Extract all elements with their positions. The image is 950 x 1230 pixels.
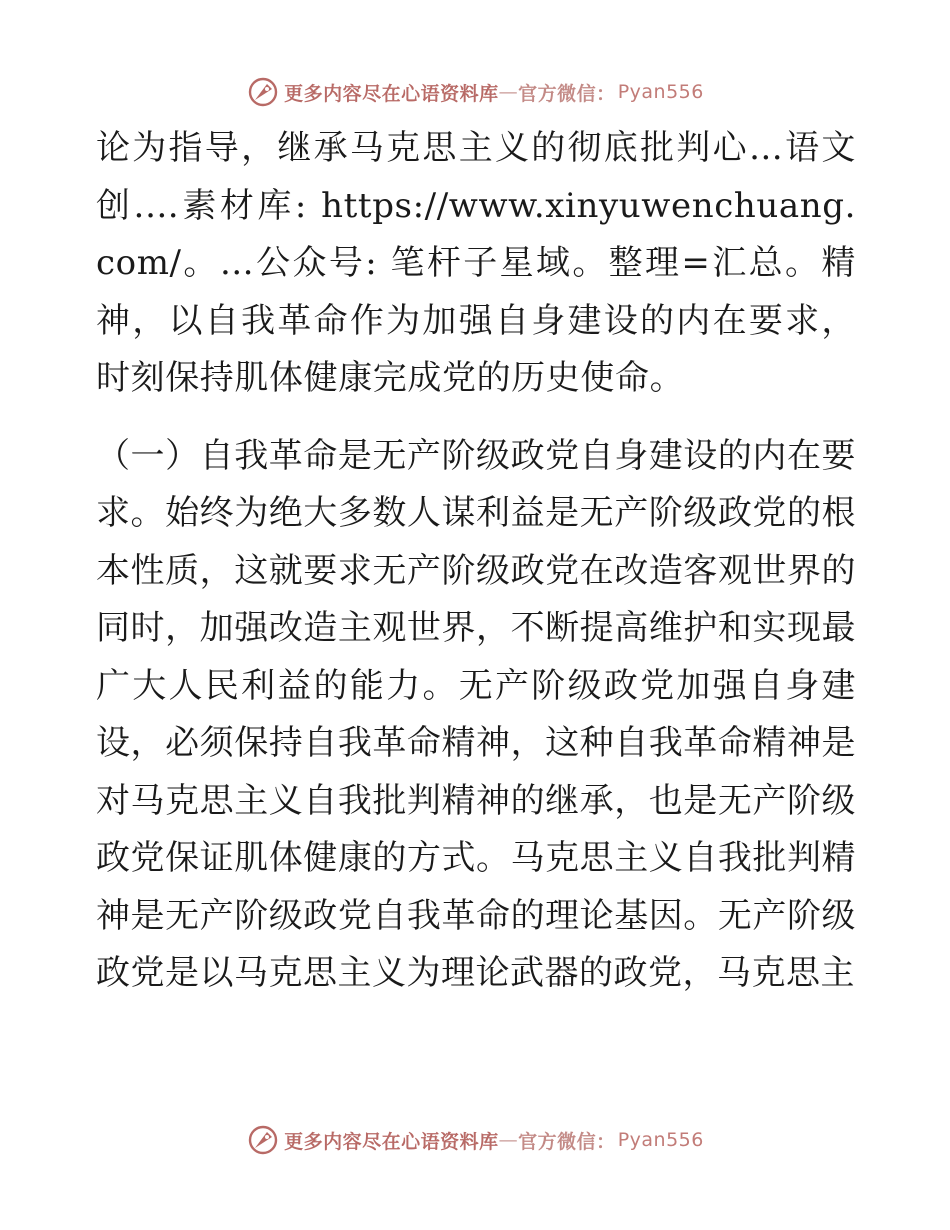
footer-watermark — [0, 1120, 950, 1160]
pen-nib-logo-icon — [246, 1123, 280, 1157]
paragraph-2: （一）自我革命是无产阶级政党自身建设的内在要求。始终为绝大多数人谋利益是无产阶级政党的根本性质，这就要求无产阶级政党在改造客观世界的同时，加强改造主观世界，不断提高维护和实现最广大人民利益的能力。无产阶级政党加强自身建设，必须保持自我革命精神，这种自我革命精神是对马克思主义自我批判精神的继承，也是无产阶级政党保证肌体健康的方式。马克思主义自我批判精神是无产阶级政党自我革命的理论基因。无产阶级政党是以马克思主义为理论武器的政党，马克思主 — [96, 435, 856, 993]
watermark-wechat-id: Pyan556 — [617, 81, 704, 103]
watermark-contact-label: 官方微信： — [518, 82, 616, 105]
paragraph-1: 论为指导，继承马克思主义的彻底批判心…语文创.…素材库: https://www.xinyuwenchuang.com/。…公众号: 笔杆子星域。整理=汇总。精神，以自我革命作为加强自身建设的内在要求，时刻保持肌体健康完成党的历史使命。 — [96, 128, 856, 398]
pen-nib-logo-icon — [246, 75, 280, 109]
watermark-brand: 更多内容尽在心语资料库 — [284, 82, 499, 105]
document-body — [96, 120, 856, 1003]
watermark-contact-label: 官方微信： — [518, 1130, 616, 1153]
watermark-brand: 更多内容尽在心语资料库 — [284, 1130, 499, 1153]
header-watermark — [0, 72, 950, 112]
watermark-wechat-id: Pyan556 — [617, 1129, 704, 1151]
watermark-separator: — — [498, 81, 519, 103]
watermark-separator: — — [498, 1129, 519, 1151]
